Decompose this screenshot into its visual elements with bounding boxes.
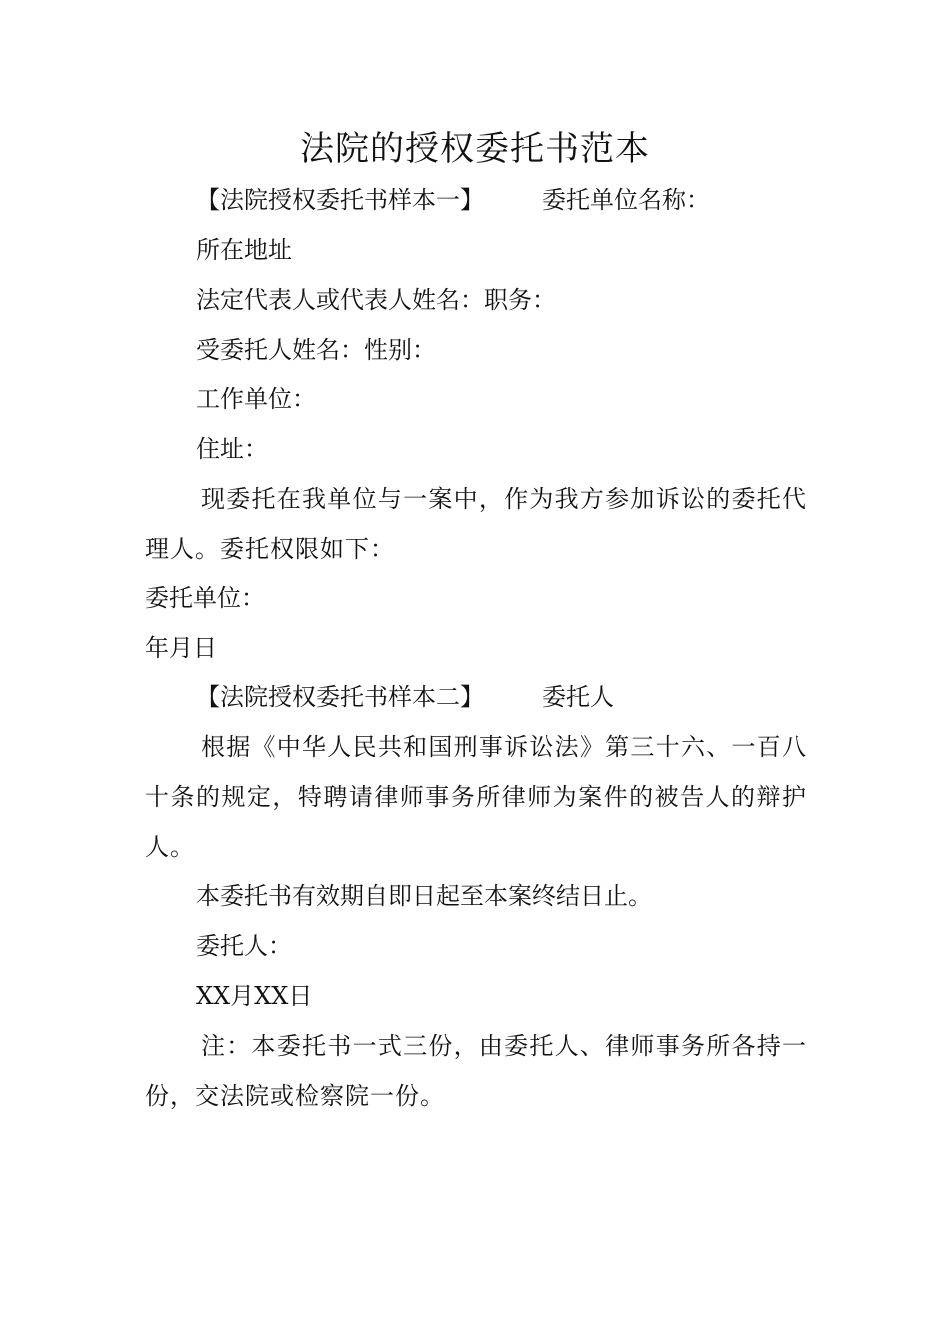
document-title: 法院的授权委托书范本 (300, 129, 650, 169)
sample1-unit-name-label: 委托单位名称： (542, 186, 710, 214)
sample2-heading-line (196, 680, 614, 714)
law-paragraph: 根据《中华人民共和国刑事诉讼法》第三十六、一百八十条的规定，特聘请律师事务所律师为案件的被告人的辩护人。 (145, 733, 807, 861)
trustee-label: 受委托人姓名：性别： (196, 336, 436, 364)
validity-line: 本委托书有效期自即日起至本案终结日止。 (196, 882, 652, 910)
legal-rep-label: 法定代表人或代表人姓名：职务： (196, 286, 556, 314)
sample2-principal-label: 委托人 (542, 683, 614, 711)
date-line-1: 年月日 (145, 634, 217, 662)
work-unit-label: 工作单位： (196, 385, 316, 413)
date-line-2: XX月XX日 (196, 982, 313, 1010)
entrusting-unit-label: 委托单位： (145, 584, 265, 612)
sample2-heading: 【法院授权委托书样本二】 (196, 683, 484, 711)
residence-label: 住址： (196, 435, 268, 463)
mandate-paragraph: 现委托在我单位与一案中，作为我方参加诉讼的委托代理人。委托权限如下： (145, 485, 807, 563)
sample1-heading-line (196, 183, 710, 217)
sample1-heading: 【法院授权委托书样本一】 (196, 186, 484, 214)
address-label: 所在地址 (196, 236, 292, 264)
note-paragraph: 注：本委托书一式三份，由委托人、律师事务所各持一份，交法院或检察院一份。 (145, 1032, 807, 1110)
principal-sign-label: 委托人： (196, 932, 292, 960)
